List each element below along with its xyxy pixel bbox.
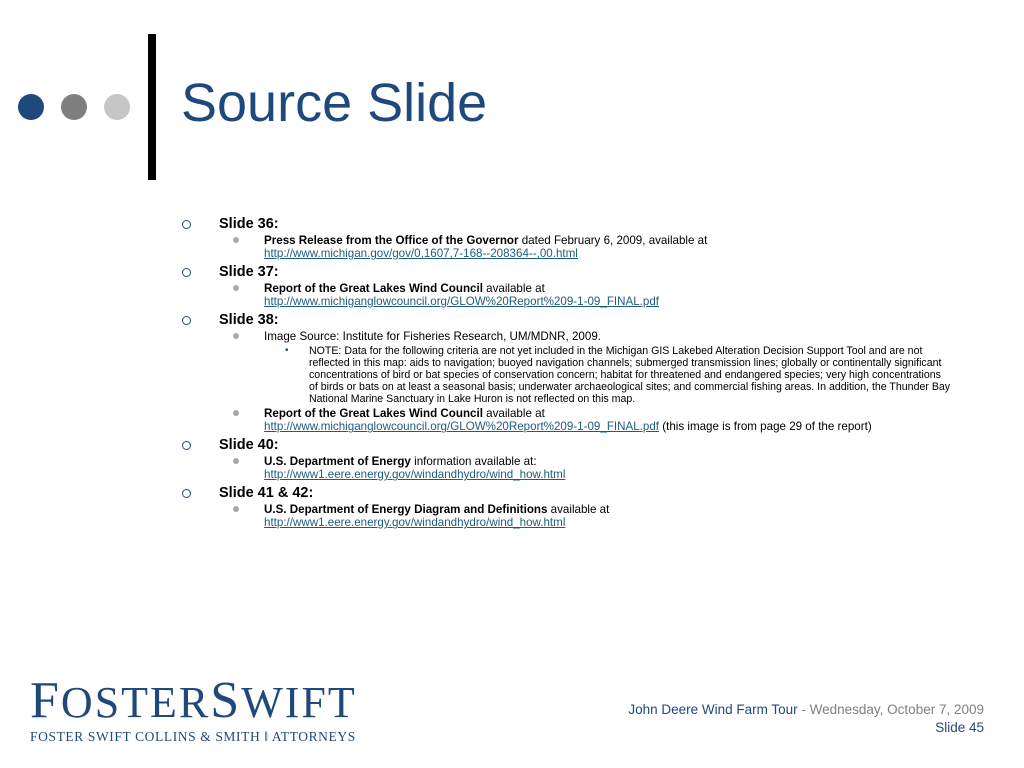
source-name: Report of the Great Lakes Wind Council <box>264 407 483 421</box>
source-text: available at <box>482 282 545 295</box>
title-divider <box>148 34 156 180</box>
list-item <box>264 330 952 343</box>
section-heading: Slide 40: <box>182 435 952 455</box>
page-title: Source Slide <box>181 73 488 133</box>
bullet-icon <box>233 285 239 291</box>
source-suffix: (this image is from page 29 of the report) <box>659 420 872 434</box>
section-heading: Slide 41 & 42: <box>182 483 952 503</box>
source-name: Report of the Great Lakes Wind Council <box>264 282 483 295</box>
source-list <box>182 214 952 531</box>
list-item <box>264 282 952 308</box>
source-link[interactable]: http://www.michiganglowcouncil.org/GLOW%20Report%209-1-09_FINAL.pdf <box>264 295 660 308</box>
bullet-icon: • <box>285 345 289 356</box>
source-name: Press Release from the Office of the Governor <box>264 234 519 247</box>
source-link[interactable]: http://www1.eere.energy.gov/windandhydro/wind_how.html <box>264 468 566 482</box>
footer-date: - Wednesday, October 7, 2009 <box>797 702 984 717</box>
section-heading: Slide 38: <box>182 310 952 330</box>
source-text: available at <box>482 407 545 421</box>
decorative-dots <box>18 94 130 120</box>
footer-slide-number: Slide 45 <box>935 720 984 735</box>
section-slide-40 <box>182 435 952 481</box>
source-text: Image Source: Institute for Fisheries Research, UM/MDNR, 2009. <box>264 330 601 343</box>
list-item <box>264 234 952 260</box>
bullet-icon <box>233 458 239 464</box>
section-heading: Slide 36: <box>182 214 952 234</box>
footer-event: John Deere Wind Farm Tour <box>628 702 798 717</box>
source-text: dated February 6, 2009, available at <box>518 234 708 247</box>
note-text: NOTE: Data for the following criteria are not yet included in the Michigan GIS Lakebed Alteration Decision Support Tool and are not reflected in this map: aids to navigation; buoyed navigation channels; submerged transmission lines; globally or continentally significant concentrations of bird or bat species of conservation concern; habitat for threatened and endangered species; very high concentrations of birds or bats on at least a seasonal basis; underwater archaeological sites; and commercial fishing areas. In addition, the Thunder Bay National Marine Sanctuary in Lake Huron is not reflected on this map. <box>309 345 951 406</box>
source-name: U.S. Department of Energy <box>264 455 411 469</box>
bullet-icon <box>233 410 239 416</box>
source-name: U.S. Department of Energy Diagram and Definitions <box>264 503 548 517</box>
section-slide-41-42 <box>182 483 952 529</box>
section-slide-37 <box>182 262 952 308</box>
section-slide-36 <box>182 214 952 260</box>
list-item <box>264 455 952 481</box>
foster-swift-logo <box>30 672 360 744</box>
list-item <box>264 503 952 529</box>
bullet-icon <box>233 237 239 243</box>
section-slide-38 <box>182 310 952 433</box>
source-text: information available at: <box>410 455 537 469</box>
note-item <box>285 345 952 406</box>
footer <box>628 701 984 737</box>
source-text: available at <box>547 503 610 517</box>
footer-event-line <box>628 701 984 719</box>
dot-light-gray <box>104 94 130 120</box>
source-link[interactable]: http://www.michigan.gov/gov/0,1607,7-168--208364--,00.html <box>264 247 578 260</box>
dot-gray <box>61 94 87 120</box>
section-heading: Slide 37: <box>182 262 952 282</box>
source-link[interactable]: http://www.michiganglowcouncil.org/GLOW%20Report%209-1-09_FINAL.pdf <box>264 420 660 434</box>
bullet-icon <box>233 333 239 339</box>
bullet-icon <box>233 506 239 512</box>
source-link[interactable]: http://www1.eere.energy.gov/windandhydro/wind_how.html <box>264 516 566 530</box>
logo-tagline: FOSTER SWIFT COLLINS & SMITH ‖ ATTORNEYS <box>30 729 356 744</box>
logo-wordmark: FOSTERSWIFT <box>30 672 357 729</box>
dot-dark-blue <box>18 94 44 120</box>
list-item <box>264 407 952 433</box>
